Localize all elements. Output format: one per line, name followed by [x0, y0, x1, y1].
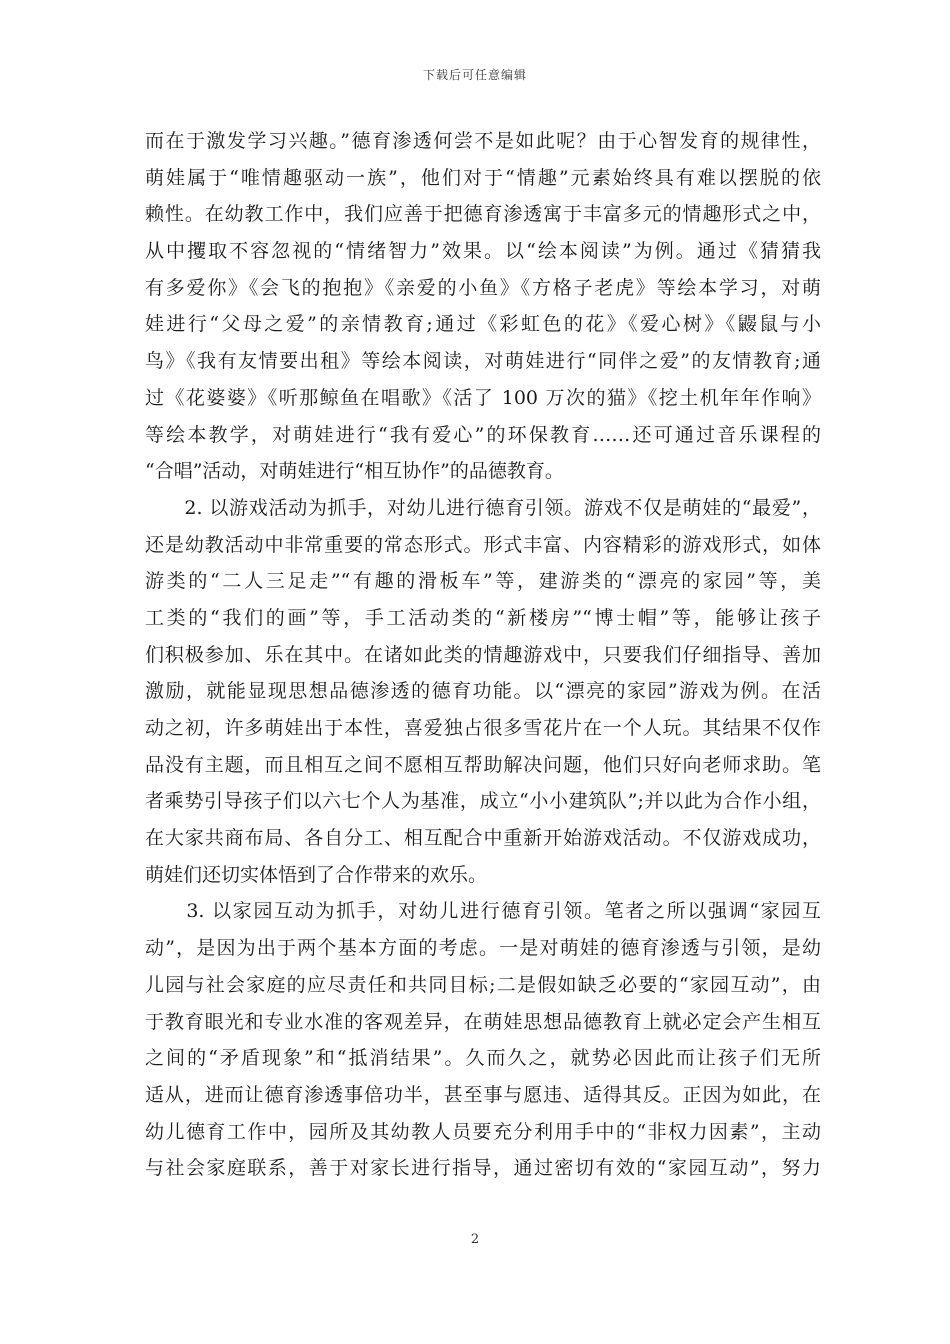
text-line: 萌娃们还切实体悟到了合作带来的欢乐。	[145, 863, 488, 886]
text-line: 在大家共商布局、各自分工、相互配合中重新开始游戏活动。不仅游戏成功，	[145, 827, 821, 850]
page-header: 下载后可任意编辑	[422, 68, 527, 82]
text-line: 赖性。在幼教工作中，我们应善于把德育渗透寓于丰富多元的情趣形式之中，	[145, 203, 821, 226]
text-line: 2. 以游戏活动为抓手，对幼儿进行德育引领。游戏不仅是萌娃的“最爱”，	[145, 496, 821, 519]
text-line: 幼儿德育工作中，园所及其幼教人员要充分利用手中的“非权力因素”，主动	[145, 1120, 821, 1143]
text-line: “合唱”活动，对萌娃进行“相互协作”的品德教育。	[145, 460, 564, 483]
text-line: 品没有主题，而且相互之间不愿相互帮助解决问题，他们只好向老师求助。笔	[145, 753, 821, 776]
text-line: 激励，就能显现思想品德渗透的德育功能。以“漂亮的家园”游戏为例。在活	[145, 680, 821, 703]
text-line: 娃进行“父母之爱”的亲情教育;通过《彩虹色的花》《爱心树》《鼹鼠与小	[145, 313, 821, 336]
text-line: 适从，进而让德育渗透事倍功半，甚至事与愿违、适得其反。正因为如此，在	[145, 1083, 821, 1106]
paragraph-2	[145, 490, 821, 894]
text-line: 3. 以家园互动为抓手，对幼儿进行德育引领。笔者之所以强调“家园互	[145, 900, 821, 923]
body-text	[145, 123, 821, 1187]
text-line: 于教育眼光和专业水准的客观差异，在萌娃思想品德教育上就必定会产生相互	[145, 1010, 821, 1033]
text-line: 与社会家庭联系，善于对家长进行指导，通过密切有效的“家园互动”，努力	[145, 1157, 821, 1180]
page-number: 2	[470, 1232, 480, 1247]
text-line: 者乘势引导孩子们以六七个人为基准，成立“小小建筑队”;并以此为合作小组，	[145, 790, 821, 813]
text-line: 萌娃属于“唯情趣驱动一族”，他们对于“情趣”元素始终具有难以摆脱的依	[145, 166, 821, 189]
text-line: 们积极参加、乐在其中。在诸如此类的情趣游戏中，只要我们仔细指导、善加	[145, 643, 821, 666]
text-line: 工类的“我们的画”等，手工活动类的“新楼房”“博士帽”等，能够让孩子	[145, 606, 821, 629]
text-line: 还是幼教活动中非常重要的常态形式。形式丰富、内容精彩的游戏形式，如体	[145, 533, 821, 556]
text-line: 而在于激发学习兴趣。”德育渗透何尝不是如此呢？由于心智发育的规律性，	[145, 130, 821, 152]
text-line: 有多爱你》《会飞的抱抱》《亲爱的小鱼》《方格子老虎》等绘本学习，对萌	[145, 276, 821, 299]
text-line: 动”，是因为出于两个基本方面的考虑。一是对萌娃的德育渗透与引领，是幼	[145, 937, 821, 960]
text-line: 动之初，许多萌娃出于本性，喜爱独占很多雪花片在一个人玩。其结果不仅作	[145, 717, 821, 739]
text-line: 儿园与社会家庭的应尽责任和共同目标;二是假如缺乏必要的“家园互动”，由	[145, 973, 821, 996]
text-line: 等绘本教学，对萌娃进行“我有爱心”的环保教育……还可通过音乐课程的	[145, 423, 821, 446]
text-line: 鸟》《我有友情要出租》等绘本阅读，对萌娃进行“同伴之爱”的友情教育;通	[145, 350, 821, 373]
text-line: 从中攫取不容忽视的“情绪智力”效果。以“绘本阅读”为例。通过《猜猜我	[145, 240, 821, 263]
text-line: 游类的“二人三足走”“有趣的滑板车”等，建游类的“漂亮的家园”等，美	[145, 570, 821, 593]
text-line: 过《花婆婆》《听那鲸鱼在唱歌》《活了 100 万次的猫》《挖土机年年作响》	[145, 386, 821, 409]
text-line: 之间的“矛盾现象”和“抵消结果”。久而久之，就势必因此而让孩子们无所	[145, 1047, 821, 1070]
paragraph-3	[145, 893, 821, 1187]
paragraph-1	[145, 123, 821, 490]
